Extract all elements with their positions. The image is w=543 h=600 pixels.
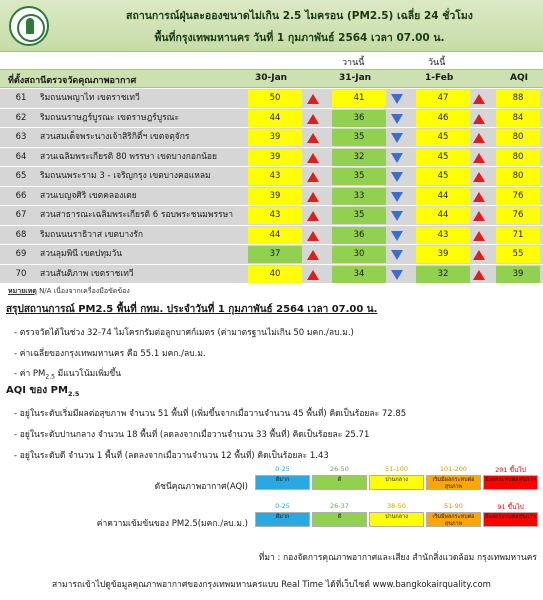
pm25-value: 45: [416, 129, 470, 146]
up-arrow-icon: [307, 192, 319, 202]
down-arrow-icon: [391, 94, 403, 104]
station-number: 65: [15, 171, 27, 181]
pm25-value: 35: [332, 168, 386, 185]
pm25-value: 36: [332, 110, 386, 127]
pm25-value: 43: [416, 227, 470, 244]
aqi-level-swatch: มีผลกระทบต่อสุขภาพ: [483, 475, 538, 490]
table-header: [0, 69, 543, 88]
pm25-level-swatch: ดี: [312, 512, 367, 527]
aqi-value: 39: [496, 266, 540, 283]
station-name: สวนเบญจศิริ เขตคลองเตย: [40, 190, 137, 201]
aqi-summary-line: - อยู่ในระดับเริ่มมีผลต่อสุขภาพ จำนวน 51 พื้นที่ (เพิ่มขึ้นจากเมื่อวานจำนวน 45 พื้นที่) คิดเป็นร้อยละ 72.85: [14, 409, 407, 419]
down-arrow-icon: [391, 231, 403, 241]
station-number: 69: [15, 249, 27, 259]
aqi-level-swatch: เริ่มมีผลกระทบต่อสุขภาพ: [426, 475, 481, 490]
down-arrow-icon: [391, 172, 403, 182]
station-number: 68: [15, 229, 27, 240]
pm25-value: 41: [332, 90, 386, 107]
aqi-value: 71: [496, 227, 540, 244]
aqi-value: 80: [496, 129, 540, 146]
aqi-summary-line: - อยู่ในระดับปานกลาง จำนวน 18 พื้นที่ (ลดลงจากเมื่อวานจำนวน 33 พื้นที่) คิดเป็นร้อยละ 25.71: [14, 430, 370, 440]
aqi-section-title: [6, 383, 79, 398]
up-arrow-icon: [473, 94, 485, 104]
pm25-value: 39: [248, 129, 302, 146]
pm25-value: 30: [332, 246, 386, 263]
summary-line: [14, 366, 121, 381]
pm25-value: 45: [416, 149, 470, 166]
pm25-value: 33: [332, 188, 386, 205]
table-row: [0, 109, 543, 129]
station-number: 64: [15, 151, 27, 162]
down-arrow-icon: [391, 270, 403, 280]
pm25-value: 50: [248, 90, 302, 107]
report-header: [0, 0, 543, 52]
pm25-value: 39: [248, 149, 302, 166]
down-arrow-icon: [391, 133, 403, 143]
summary-title: สรุปสถานการณ์ PM2.5 พื้นที่ กทม. ประจำวันที่ 1 กุมภาพันธ์ 2564 เวลา 07.00 น.: [6, 304, 378, 315]
table-row: [0, 187, 543, 207]
pm25-legend: [0, 500, 543, 538]
aqi-value: 76: [496, 207, 540, 224]
down-arrow-icon: [391, 153, 403, 163]
station-name: สวนเฉลิมพระเกียรติ 80 พรรษา เขตบางกอกน้อย: [40, 151, 218, 162]
station-name: ริมถนนราษฎร์บูรณะ เขตราษฎร์บูรณะ: [40, 112, 180, 123]
summary-line3-sub: 2.5: [45, 373, 55, 381]
summary-line3-pre: - ค่า PM: [14, 369, 46, 379]
pm25-value: 46: [416, 110, 470, 127]
aqi-range-label: 51-100: [384, 465, 409, 473]
aqi-range-label: 201 ขึ้นไป: [495, 466, 526, 474]
up-arrow-icon: [473, 231, 485, 241]
bma-logo-icon: [9, 6, 49, 46]
yesterday-note: วานนี้: [342, 58, 365, 68]
pm25-value: 34: [332, 266, 386, 283]
down-arrow-icon: [391, 114, 403, 124]
up-arrow-icon: [473, 172, 485, 182]
up-arrow-icon: [473, 270, 485, 280]
pm25-value: 32: [332, 149, 386, 166]
up-arrow-icon: [473, 250, 485, 260]
station-number: 62: [15, 112, 27, 123]
table-row: [0, 148, 543, 168]
up-arrow-icon: [307, 250, 319, 260]
station-table-body: [0, 89, 543, 284]
report-title: สถานการณ์ฝุ่นละอองขนาดไม่เกิน 2.5 ไมครอน (PM2.5) เฉลี่ย 24 ชั่วโมง: [126, 10, 473, 22]
up-arrow-icon: [473, 114, 485, 124]
summary-line: - ตรวจวัดได้ในช่วง 32-74 ไมโครกรัมต่อลูกบาศก์เมตร (ค่ามาตรฐานไม่เกิน 50 มคก./ลบ.ม.): [14, 328, 354, 338]
station-name: ริมถนนพญาไท เขตราชเทวี: [40, 93, 140, 103]
aqi-level-swatch: ดี: [312, 475, 367, 490]
up-arrow-icon: [473, 153, 485, 163]
up-arrow-icon: [307, 153, 319, 163]
up-arrow-icon: [307, 94, 319, 104]
pm25-level-swatch: มีผลกระทบต่อสุขภาพ: [483, 512, 538, 527]
pm25-value: 39: [416, 246, 470, 263]
down-arrow-icon: [391, 250, 403, 260]
pm25-value: 43: [248, 168, 302, 185]
na-note: [8, 286, 130, 297]
aqi-value: 80: [496, 168, 540, 185]
aqi-value: 84: [496, 110, 540, 127]
table-row: [0, 89, 543, 109]
pm25-value: 35: [332, 129, 386, 146]
table-row: [0, 226, 543, 246]
pm25-range-label: 51-90: [444, 502, 463, 510]
pm25-value: 36: [332, 227, 386, 244]
summary-line3-post: มีแนวโน้มเพิ่มขึ้น: [54, 369, 122, 379]
aqi-level-swatch: ปานกลาง: [369, 475, 424, 490]
pm25-value: 43: [248, 207, 302, 224]
pm25-range-label: 38-50: [387, 502, 406, 510]
station-number: 63: [15, 132, 27, 142]
station-number: 61: [15, 93, 27, 103]
table-row: [0, 265, 543, 285]
table-row: [0, 167, 543, 187]
station-name: ริมถนนพระราม 3 - เจริญกรุง เขตบางคอแหลม: [40, 171, 211, 181]
station-name: สวนลุมพินี เขตปทุมวัน: [40, 249, 123, 259]
aqi-title-pre: AQI ของ PM: [6, 385, 68, 396]
table-row: [0, 245, 543, 265]
pm25-value: 44: [416, 207, 470, 224]
pm25-level-swatch: ดีมาก: [255, 512, 310, 527]
summary-line: - ค่าเฉลี่ยของกรุงเทพมหานคร คือ 55.1 มคก./ลบ.ม.: [14, 349, 206, 359]
pm25-value: 35: [332, 207, 386, 224]
aqi-title-sub: 2.5: [67, 390, 80, 398]
pm25-value: 32: [416, 266, 470, 283]
station-name: สวนสมเด็จพระนางเจ้าสิริกิติ์ฯ เขตจตุจักร: [40, 132, 190, 142]
pm25-value: 40: [248, 266, 302, 283]
today-note: วันนี้: [428, 58, 446, 68]
report-subtitle: พื้นที่กรุงเทพมหานคร วันที่ 1 กุมภาพันธ์ 2564 เวลา 07.00 น.: [154, 32, 445, 44]
station-name: ริมถนนนราธิวาส เขตบางรัก: [40, 229, 143, 240]
down-arrow-icon: [391, 192, 403, 202]
aqi-value: 55: [496, 246, 540, 263]
pm25-range-label: 26-37: [330, 502, 349, 510]
aqi-value: 88: [496, 90, 540, 107]
aqi-summary-line: - อยู่ในระดับดี จำนวน 1 พื้นที่ (ลดลงจากเมื่อวานจำนวน 12 พื้นที่) คิดเป็นร้อยละ 1.43: [14, 451, 329, 461]
station-number: 66: [15, 190, 27, 201]
pm25-legend-label: ค่าความเข้มข้นของ PM2.5(มคก./ลบ.ม.): [96, 519, 248, 529]
up-arrow-icon: [307, 270, 319, 280]
aqi-column-header: AQI: [510, 73, 528, 83]
aqi-legend: [0, 463, 543, 501]
source-note: ที่มา : กองจัดการคุณภาพอากาศและเสียง สำนักสิ่งแวดล้อม กรุงเทพมหานคร: [258, 553, 537, 563]
na-note-text: N/A เนื่องจากเครื่องมือขัดข้อง: [39, 287, 130, 295]
aqi-value: 76: [496, 188, 540, 205]
aqi-range-label: 26-50: [330, 465, 349, 473]
date-column-header: 30-Jan: [255, 73, 288, 83]
pm25-value: 44: [416, 188, 470, 205]
pm25-range-label: 91 ขึ้นไป: [497, 503, 524, 511]
up-arrow-icon: [307, 172, 319, 182]
date-column-header: 1-Feb: [425, 73, 454, 83]
station-number: 67: [15, 210, 27, 220]
pm25-range-label: 0-25: [275, 502, 290, 510]
station-number: 70: [15, 268, 27, 279]
up-arrow-icon: [307, 211, 319, 221]
station-name: สวนสันติภาพ เขตราชเทวี: [40, 268, 134, 279]
aqi-range-label: 0-25: [275, 465, 290, 473]
station-column-header: ที่ตั้งสถานีตรวจวัดคุณภาพอากาศ: [8, 76, 137, 86]
up-arrow-icon: [307, 114, 319, 124]
aqi-legend-label: ดัชนีคุณภาพอากาศ(AQI): [154, 482, 248, 492]
aqi-range-label: 101-200: [439, 465, 468, 473]
down-arrow-icon: [391, 211, 403, 221]
aqi-level-swatch: ดีมาก: [255, 475, 310, 490]
pm25-level-swatch: เริ่มมีผลกระทบต่อสุขภาพ: [426, 512, 481, 527]
pm25-level-swatch: ปานกลาง: [369, 512, 424, 527]
pm25-value: 39: [248, 188, 302, 205]
date-column-header: 31-Jan: [339, 73, 372, 83]
pm25-value: 44: [248, 227, 302, 244]
pm25-value: 47: [416, 90, 470, 107]
pm25-value: 44: [248, 110, 302, 127]
table-row: [0, 128, 543, 148]
up-arrow-icon: [473, 211, 485, 221]
up-arrow-icon: [307, 133, 319, 143]
pm25-value: 45: [416, 168, 470, 185]
up-arrow-icon: [473, 192, 485, 202]
station-name: สวนสาธารณะเฉลิมพระเกียรติ 6 รอบพระชนมพรรษา: [40, 210, 233, 220]
table-row: [0, 206, 543, 226]
na-note-label: หมายเหตุ: [8, 287, 37, 295]
aqi-value: 80: [496, 149, 540, 166]
footer-note: สามารถเข้าไปดูข้อมูลคุณภาพอากาศของกรุงเทพมหานครแบบ Real Time ได้ที่เว็บไซต์ www.bangkokairquality.com: [52, 580, 491, 590]
up-arrow-icon: [307, 231, 319, 241]
pm25-value: 37: [248, 246, 302, 263]
up-arrow-icon: [473, 133, 485, 143]
